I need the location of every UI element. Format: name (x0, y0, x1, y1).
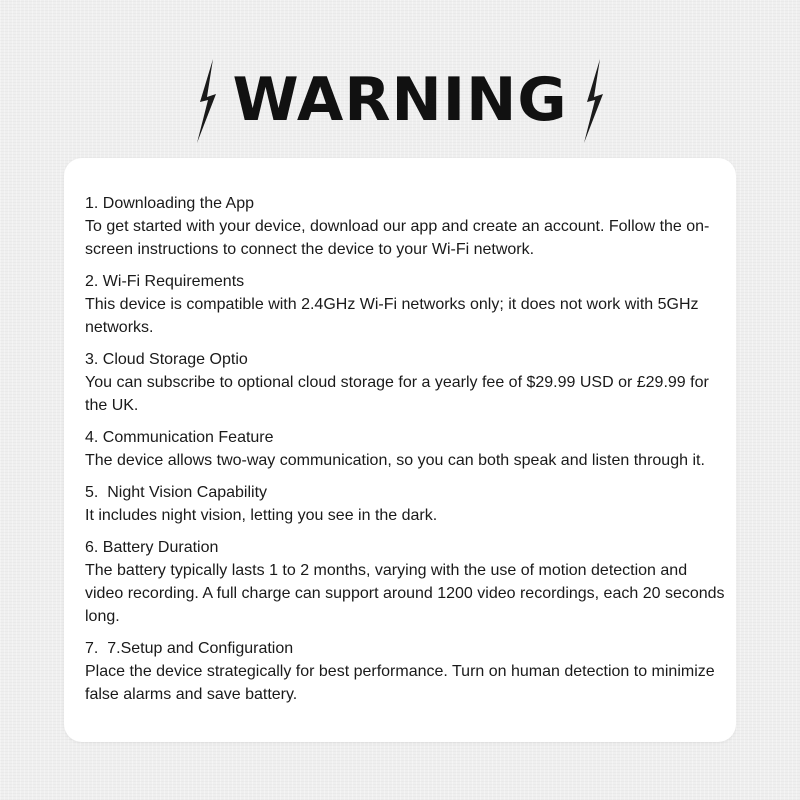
section-battery-duration (85, 536, 727, 628)
section-body: This device is compatible with 2.4GHz Wi-Fi networks only; it does not work with 5GHz networks. (85, 296, 699, 336)
section-heading: 3. Cloud Storage Optio (85, 351, 248, 368)
lightning-bolt-icon (194, 58, 220, 144)
section-body: You can subscribe to optional cloud storage for a yearly fee of $29.99 USD or £29.99 for the UK. (85, 374, 709, 414)
page-title: WARNING (232, 65, 568, 135)
warning-header (0, 52, 800, 148)
section-setup-configuration (85, 637, 727, 706)
section-heading: 5. Night Vision Capability (85, 484, 268, 501)
section-heading: 6. Battery Duration (85, 539, 219, 556)
section-heading: 7. 7.Setup and Configuration (85, 640, 294, 657)
section-body: It includes night vision, letting you see in the dark. (85, 507, 438, 524)
instructions-list (85, 192, 727, 715)
section-heading: 4. Communication Feature (85, 429, 274, 446)
section-body: The battery typically lasts 1 to 2 months, varying with the use of motion detection and video recording. A full charge can support around 1200 video recordings, each 20 seconds long. (85, 562, 725, 625)
section-heading: 2. Wi-Fi Requirements (85, 273, 245, 290)
lightning-bolt-icon (580, 58, 606, 144)
instructions-card (64, 158, 736, 742)
section-body: The device allows two-way communication, so you can both speak and listen through it. (85, 452, 705, 469)
section-cloud-storage (85, 348, 727, 417)
section-communication (85, 426, 727, 472)
section-body: Place the device strategically for best performance. Turn on human detection to minimize false alarms and save battery. (85, 663, 715, 703)
section-night-vision (85, 481, 727, 527)
section-wifi-requirements (85, 270, 727, 339)
section-heading: 1. Downloading the App (85, 195, 255, 212)
section-downloading-app (85, 192, 727, 261)
section-body: To get started with your device, download our app and create an account. Follow the on-screen instructions to connect the device to your Wi-Fi network. (85, 218, 710, 258)
